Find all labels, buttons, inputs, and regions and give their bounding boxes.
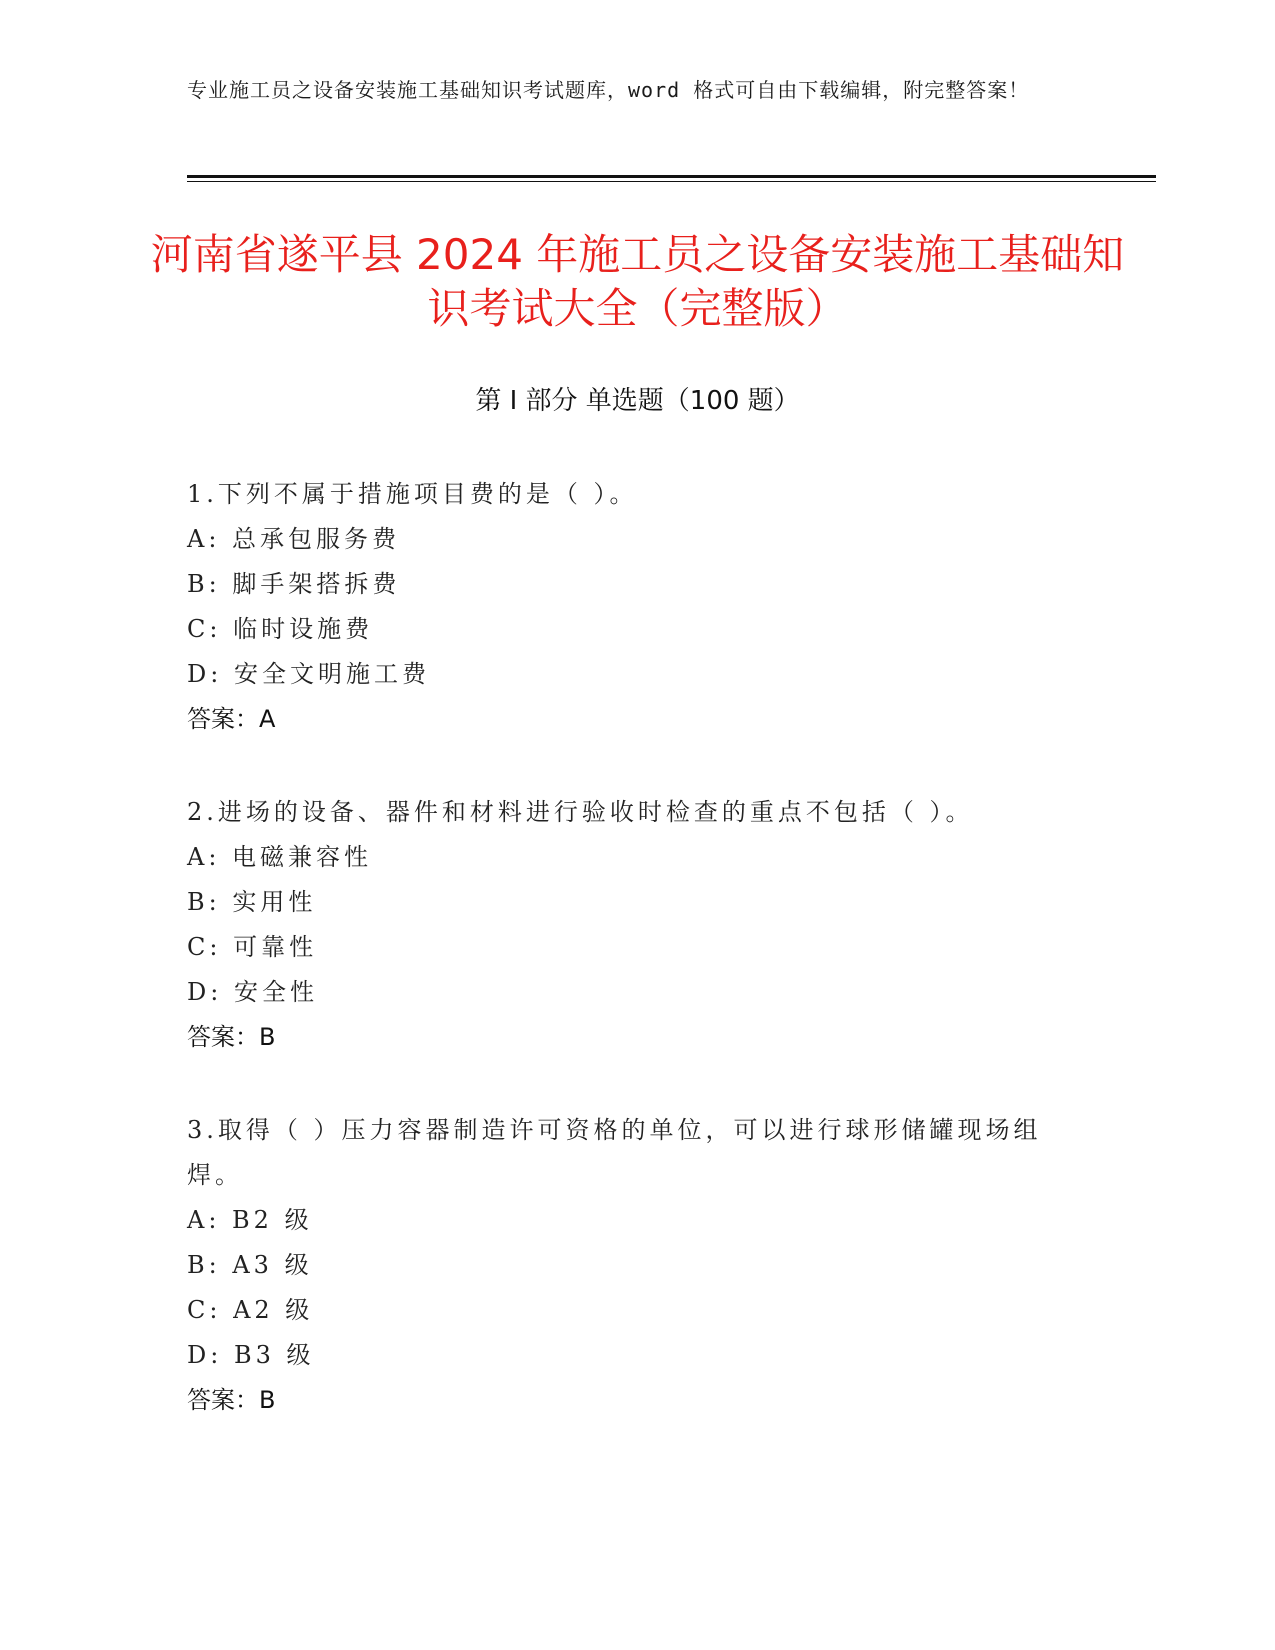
option-b: B: 实用性 <box>187 888 317 916</box>
option-a: A: 总承包服务费 <box>187 525 401 553</box>
option-b: B: 脚手架搭拆费 <box>187 570 401 598</box>
question-stem: 3.取得（ ）压力容器制造许可资格的单位，可以进行球形储罐现场组焊。 <box>187 1116 1042 1189</box>
option-c: C: 可靠性 <box>187 933 318 961</box>
document-title: 河南省遂平县 2024 年施工员之设备安装施工基础知识考试大全（完整版） <box>150 230 1125 333</box>
section-title: 第 I 部分 单选题（100 题） <box>475 386 800 416</box>
question-stem: 2.进场的设备、器件和材料进行验收时检查的重点不包括（ ）。 <box>187 798 974 826</box>
header-divider-thick <box>187 175 1156 178</box>
option-d: D: B3 级 <box>187 1341 315 1369</box>
option-a: A: B2 级 <box>187 1206 313 1234</box>
option-d: D: 安全性 <box>187 978 318 1006</box>
answer: 答案：A <box>187 705 276 733</box>
header-note: 专业施工员之设备安装施工基础知识考试题库，word 格式可自由下载编辑，附完整答案！ <box>187 78 1030 102</box>
option-a: A: 电磁兼容性 <box>187 843 373 871</box>
option-b: B: A3 级 <box>187 1251 313 1279</box>
option-d: D: 安全文明施工费 <box>187 660 430 688</box>
question-2 <box>187 790 1087 1060</box>
option-c: C: A2 级 <box>187 1296 314 1324</box>
question-stem: 1.下列不属于措施项目费的是（ ）。 <box>187 480 638 508</box>
header-divider-thin <box>187 181 1156 182</box>
option-c: C: 临时设施费 <box>187 615 374 643</box>
question-1 <box>187 472 1087 742</box>
question-3 <box>187 1108 1087 1423</box>
answer: 答案：B <box>187 1023 276 1051</box>
answer: 答案：B <box>187 1386 276 1414</box>
